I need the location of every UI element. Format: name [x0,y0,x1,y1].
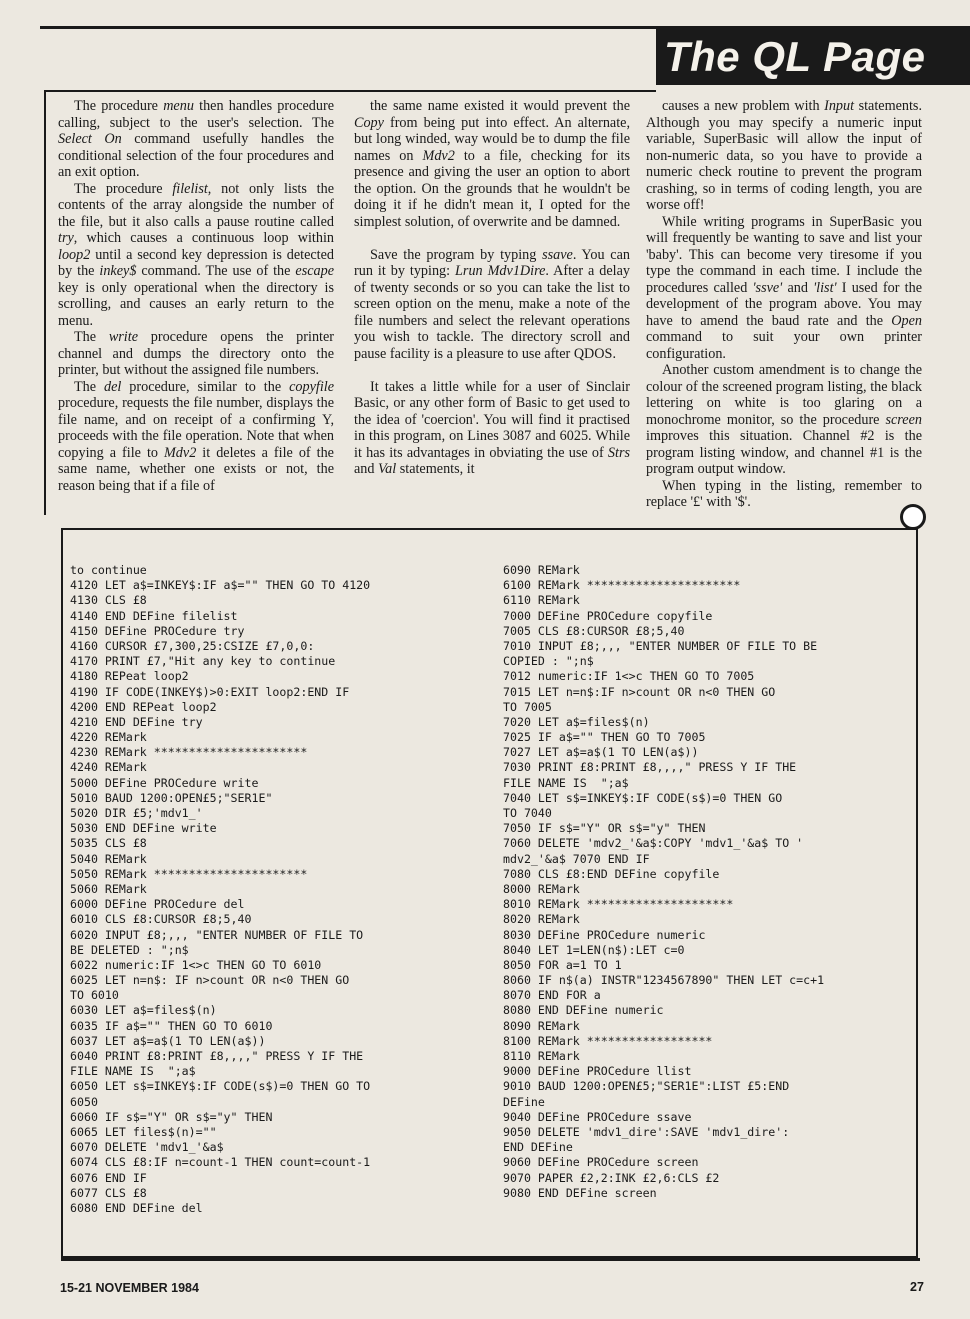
paragraph: The del procedure, similar to the copyfile procedure, requests the file number, displays the file name, and on receipt of a confirming Y, proceeds with the file operation. Note that when copying a file to Mdv2 it deletes a file of the same name, whether one exists or not, the reason being that if a file of [58,378,334,494]
code-line: 9010 BAUD 1200:OPEN£5;"SER1E":LIST £5:END [503,1079,790,1094]
code-line: 5060 REMark [70,881,147,896]
code-line: 8090 REMark [503,1018,580,1033]
code-line: 4180 REPeat loop2 [70,669,189,684]
code-line: 6110 REMark [503,593,580,608]
code-line: 7040 LET s$=INKEY$:IF CODE(s$)=0 THEN GO [503,790,783,805]
code-line: 9060 DEFine PROCedure screen [503,1155,699,1170]
code-line: 9040 DEFine PROCedure ssave [503,1109,692,1124]
code-line: 4220 REMark [70,730,147,745]
paragraph: When typing in the listing, remember to replace '£' with '$'. [646,477,922,510]
listing-right-column [503,563,824,1201]
paragraph: While writing programs in SuperBasic you will frequently be wanting to save and list your 'baby'. This can become very tiresome if you type the command in each time. I include the procedures called 'ssve' and 'list' I used for the development of the program above. You may have to amend the baud rate and the Open command to suit your own printer configuration. [646,213,922,362]
code-line: 6040 PRINT £8:PRINT £8,,,," PRESS Y IF THE [70,1049,364,1063]
code-line: 8040 LET 1=LEN(n$):LET c=0 [503,942,685,957]
text-column-1 [58,98,334,494]
code-line: TO 6010 [70,988,119,1003]
paragraph: Save the program by typing ssave. You can run it by typing: Lrun Mdv1Dire. After a delay of twenty seconds or so you can take the list to screen option on the menu, make a note of the file numbers and select the relevant operations you wish to tackle. The directory scroll and pause facility is a pleasure to use after QDOS. [354,246,630,362]
paragraph: The write procedure opens the printer channel and dumps the directory onto the printer, but without the assigned file numbers. [58,329,335,378]
code-line: 8020 REMark [503,912,580,927]
code-line: 9050 DELETE 'mdv1_dire':SAVE 'mdv1_dire': [503,1124,790,1139]
code-line: 4200 END REPeat loop2 [70,699,217,714]
paragraph: The procedure menu then handles procedure calling, subject to the user's selection. The Select On command usefully handles the conditional selection of the four procedures and an exit option. [58,98,335,180]
code-line: 9000 DEFine PROCedure llist [503,1064,692,1079]
code-line: 7020 LET a$=files$(n) [503,714,650,729]
code-line: to continue [70,563,147,577]
listing-bottom-shadow [61,1258,920,1261]
code-line: END DEFine [503,1140,573,1155]
code-line: 7027 LET a$=a$(1 TO LEN(a$)) [503,745,699,760]
paragraph: the same name existed it would prevent the Copy from being put into effect. An alternate, but long winded, way would be to dump the file names on Mdv2 to a file, checking for its presence and giving the user an option to abort the option. On the grounds that he wouldn't be doing it if he didn't mean it, I opted for the simplest solution, of overwrite and be damned. [354,98,630,230]
code-line: 9080 END DEFine screen [503,1185,657,1200]
code-line: 8070 END FOR a [503,988,601,1003]
article-top-rule [44,90,656,92]
code-line: 6100 REMark ********************** [503,578,741,593]
code-line: 4130 CLS £8 [70,593,147,608]
code-line: 7050 IF s$="Y" OR s$="y" THEN [503,821,706,836]
paragraph: causes a new problem with Input statements. Although you may specify a numeric input variable, SuperBasic will allow the input of non-numeric data, so you have to provide a numeric check routine to prevent the program crashing, so in terms of coding length, you are worse off! [646,98,923,213]
code-line: 6090 REMark [503,563,580,577]
code-line: 8030 DEFine PROCedure numeric [503,927,706,942]
article-left-rule [44,90,46,515]
text-column-3 [646,98,922,511]
code-line: 6025 LET n=n$: IF n>count OR n<0 THEN GO [70,973,350,988]
code-line: 7060 DELETE 'mdv2_'&a$:COPY 'mdv1_'&a$ TO ' [503,836,804,851]
paragraph: Another custom amendment is to change the colour of the screened program listing, the black lettering on white is too glaring on a monochrome monitor, so the procedure screen improves this situation. Channel #2 is the program listing window, and channel #1 is the program output window. [646,362,922,477]
code-line: 6037 LET a$=a$(1 TO LEN(a$)) [70,1033,266,1048]
code-line: 5000 DEFine PROCedure write [70,775,259,790]
code-line: 5035 CLS £8 [70,836,147,851]
code-line: 7080 CLS £8:END DEFine copyfile [503,866,720,881]
code-line: TO 7040 [503,806,552,820]
code-line: 7025 IF a$="" THEN GO TO 7005 [503,730,706,745]
page-number: 27 [910,1280,924,1294]
code-line: BE DELETED : ";n$ [70,942,189,957]
code-line: 8100 REMark ****************** [503,1033,713,1048]
listing-corner-ornament [900,504,926,530]
code-line: 6010 CLS £8:CURSOR £8;5,40 [70,912,252,927]
code-line: 6060 IF s$="Y" OR s$="y" THEN [70,1109,273,1124]
code-line: 6065 LET files$(n)="" [70,1124,217,1139]
code-line: 6000 DEFine PROCedure del [70,897,245,912]
code-line: 8110 REMark [503,1049,580,1063]
text-column-2 [354,98,630,478]
code-line: 7030 PRINT £8:PRINT £8,,,," PRESS Y IF THE [503,760,797,775]
code-line: 5040 REMark [70,851,147,866]
code-line: mdv2_'&a$ 7070 END IF [503,851,650,866]
code-line: 4240 REMark [70,760,147,775]
code-line: 4140 END DEFine filelist [70,608,238,623]
paragraph: It takes a little while for a user of Sinclair Basic, or any other form of Basic to get used to the idea of 'coercion'. You will find it practised in this program, on Lines 3087 and 6025. While it has its advantages in obviating the use of Strs and Val statements, it [354,378,630,477]
code-line: 4210 END DEFine try [70,714,203,729]
code-line: TO 7005 [503,699,552,714]
code-line: 6077 CLS £8 [70,1185,147,1200]
code-line: 7005 CLS £8:CURSOR £8;5,40 [503,623,685,638]
code-line: 7000 DEFine PROCedure copyfile [503,608,713,623]
code-line: 8060 IF n$(a) INSTR"1234567890" THEN LET c=c+1 [503,973,825,988]
code-line: 6070 DELETE 'mdv1_'&a$ [70,1140,224,1155]
code-line: 4170 PRINT £7,"Hit any key to continue [70,654,336,669]
listing-left-column [70,563,370,1216]
code-line: 8000 REMark [503,881,580,896]
code-line: 5030 END DEFine write [70,821,217,836]
code-line: 4190 IF CODE(INKEY$)>0:EXIT loop2:END IF [70,684,350,699]
code-line: 4160 CURSOR £7,300,25:CSIZE £7,0,0: [70,638,315,653]
issue-date: 15-21 NOVEMBER 1984 [60,1281,199,1295]
code-line: 8010 REMark ********************* [503,897,734,912]
code-line: 6050 [70,1094,98,1109]
code-line: 6050 LET s$=INKEY$:IF CODE(s$)=0 THEN GO TO [70,1079,371,1094]
code-line: FILE NAME IS ";a$ [70,1064,196,1079]
code-line: 4150 DEFine PROCedure try [70,623,245,638]
code-line: 4230 REMark ********************** [70,745,308,760]
code-line: FILE NAME IS ";a$ [503,775,629,790]
code-line: 6080 END DEFine del [70,1200,203,1215]
code-line: 5020 DIR £5;'mdv1_' [70,806,203,820]
code-line: 5050 REMark ********************** [70,866,308,881]
code-line: 9070 PAPER £2,2:INK £2,6:CLS £2 [503,1170,720,1185]
code-line: 5010 BAUD 1200:OPEN£5;"SER1E" [70,790,273,805]
code-line: 7015 LET n=n$:IF n>count OR n<0 THEN GO [503,684,776,699]
code-line: COPIED : ";n$ [503,654,594,669]
code-line: 7012 numeric:IF 1<>c THEN GO TO 7005 [503,669,755,684]
code-line: 8080 END DEFine numeric [503,1003,664,1018]
code-line: 6030 LET a$=files$(n) [70,1003,217,1018]
code-line: 4120 LET a$=INKEY$:IF a$="" THEN GO TO 4120 [70,578,371,593]
code-line: 7010 INPUT £8;,,, "ENTER NUMBER OF FILE TO BE [503,638,818,653]
code-line: 6020 INPUT £8;,,, "ENTER NUMBER OF FILE TO [70,927,364,942]
paragraph: The procedure filelist, not only lists the contents of the array alongside the number of the file, but it also calls a pause routine called try, which causes a continuous loop within loop2 until a second key depression is detected by the inkey$ command. The use of the escape key is only operational when the directory is scrolling, and causes an early return to the menu. [58,180,334,329]
code-line: 6022 numeric:IF 1<>c THEN GO TO 6010 [70,957,322,972]
page-title: The QL Page [656,29,970,85]
code-line: 6035 IF a$="" THEN GO TO 6010 [70,1018,273,1033]
code-line: 6076 END IF [70,1170,147,1185]
code-line: DEFine [503,1094,545,1109]
code-line: 8050 FOR a=1 TO 1 [503,957,622,972]
code-line: 6074 CLS £8:IF n=count-1 THEN count=count-1 [70,1155,371,1170]
